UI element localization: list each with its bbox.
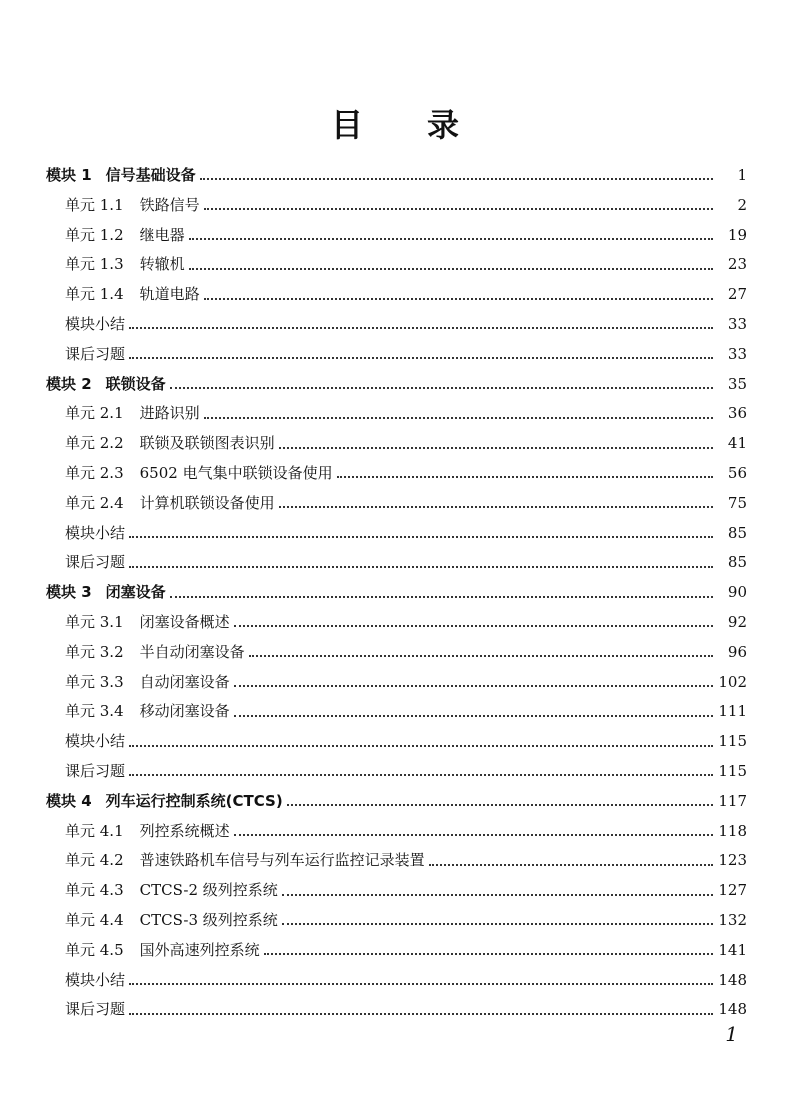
toc-unit-entry [0, 429, 790, 459]
toc-entry-page: 35 [727, 374, 747, 393]
toc-unit-entry [0, 221, 790, 251]
toc-entry-page: 148 [718, 970, 747, 989]
toc-entry-page: 36 [727, 404, 747, 423]
toc-entry-page: 141 [718, 940, 747, 959]
toc-entry-number: 单元 3.3 [65, 672, 124, 691]
toc-entry-page: 85 [727, 523, 747, 542]
dot-leader [170, 386, 713, 389]
dot-leader [204, 297, 713, 300]
toc-entry-number: 单元 4.1 [65, 821, 124, 840]
dot-leader [429, 863, 713, 866]
toc-entry-title: 联锁设备 [105, 374, 166, 393]
toc-entry-title: 轨道电路 [139, 285, 200, 304]
toc-entry-page: 33 [727, 314, 747, 333]
toc-unit-entry [0, 876, 790, 906]
toc-unit-entry [0, 459, 790, 489]
toc-entry-title: 模块小结 [65, 314, 126, 333]
dot-leader [249, 654, 713, 657]
toc-unit-entry [0, 519, 790, 549]
toc-entry-title: 转辙机 [139, 255, 185, 274]
toc-module-entry [0, 578, 790, 608]
toc-entry-number: 单元 4.2 [65, 851, 124, 870]
toc-unit-entry [0, 936, 790, 966]
dot-leader [189, 237, 713, 240]
toc-entry-title: 列控系统概述 [139, 821, 230, 840]
toc-entry-title: 进路识别 [139, 404, 200, 423]
dot-leader [129, 356, 713, 359]
toc-unit-entry [0, 191, 790, 221]
toc-entry-page: 23 [727, 255, 747, 274]
toc-unit-entry [0, 638, 790, 668]
toc-unit-entry [0, 280, 790, 310]
toc-entry-page: 90 [727, 583, 747, 602]
dot-leader [279, 505, 713, 508]
toc-entry-title: 联锁及联锁图表识别 [139, 434, 275, 453]
dot-leader [279, 446, 713, 449]
toc-entry-page: 117 [718, 791, 747, 810]
toc-entry-page: 111 [718, 702, 747, 721]
toc-entry-number: 单元 2.4 [65, 493, 124, 512]
dot-leader [129, 535, 713, 538]
toc-entry-number: 模块 2 [46, 374, 92, 393]
toc-entry-page: 19 [727, 225, 747, 244]
dot-leader [234, 624, 713, 627]
toc-unit-entry [0, 727, 790, 757]
toc-entry-page: 118 [718, 821, 747, 840]
dot-leader [204, 416, 713, 419]
toc-entry-title: 信号基础设备 [105, 166, 196, 184]
dot-leader [282, 893, 713, 896]
toc-entry-page: 1 [737, 166, 747, 184]
toc-module-entry [0, 787, 790, 817]
toc-entry-title: 6502 电气集中联锁设备使用 [139, 463, 333, 482]
toc-entry-number: 单元 1.3 [65, 255, 124, 274]
toc-entry-title: 课后习题 [65, 553, 126, 572]
toc-entry-number: 单元 1.2 [65, 225, 124, 244]
toc-entry-page: 85 [727, 553, 747, 572]
toc-entry-number: 模块 1 [46, 166, 92, 184]
toc-entry-page: 115 [718, 761, 747, 780]
toc-unit-entry [0, 489, 790, 519]
title-char-1: 目 [330, 106, 363, 144]
toc-entry-number: 模块 4 [46, 791, 92, 810]
toc-entry-page: 2 [737, 195, 747, 214]
toc-entry-number: 单元 4.4 [65, 910, 124, 929]
dot-leader [129, 1012, 713, 1015]
toc-entry-page: 56 [727, 463, 747, 482]
toc-unit-entry [0, 310, 790, 340]
toc-unit-entry [0, 995, 790, 1025]
toc-entry-title: 闭塞设备 [105, 583, 166, 602]
dot-leader [129, 773, 713, 776]
toc-entry-page: 132 [718, 910, 747, 929]
toc-unit-entry [0, 757, 790, 787]
toc-entry-page: 148 [718, 1000, 747, 1019]
toc-entry-number: 单元 2.2 [65, 434, 124, 453]
dot-leader [287, 803, 713, 806]
toc-entry-title: 半自动闭塞设备 [139, 642, 245, 661]
toc-entry-number: 模块 3 [46, 583, 92, 602]
dot-leader [234, 833, 713, 836]
dot-leader [234, 684, 713, 687]
dot-leader [129, 326, 713, 329]
toc-entry-title: CTCS-3 级列控系统 [139, 910, 278, 929]
toc-entry-title: 模块小结 [65, 732, 126, 751]
toc-entry-page: 96 [727, 642, 747, 661]
toc-entry-title: 闭塞设备概述 [139, 612, 230, 631]
toc-unit-entry [0, 608, 790, 638]
toc-entry-number: 单元 3.2 [65, 642, 124, 661]
toc-unit-entry [0, 906, 790, 936]
toc-entry-page: 75 [727, 493, 747, 512]
toc-entry-title: CTCS-2 级列控系统 [139, 881, 278, 900]
toc-entry-page: 115 [718, 732, 747, 751]
toc-entry-number: 单元 2.1 [65, 404, 124, 423]
toc-unit-entry [0, 817, 790, 847]
toc-entry-title: 移动闭塞设备 [139, 702, 230, 721]
page-number: 1 [725, 1022, 738, 1046]
toc-unit-entry [0, 697, 790, 727]
dot-leader [129, 982, 713, 985]
dot-leader [337, 475, 713, 478]
toc-entry-page: 41 [727, 434, 747, 453]
toc-entry-title: 模块小结 [65, 970, 126, 989]
toc-entry-number: 单元 4.5 [65, 940, 124, 959]
toc-entry-page: 27 [727, 285, 747, 304]
table-of-contents [0, 161, 790, 1025]
dot-leader [282, 922, 713, 925]
toc-entry-page: 33 [727, 344, 747, 363]
toc-unit-entry [0, 250, 790, 280]
toc-entry-number: 单元 3.4 [65, 702, 124, 721]
toc-entry-page: 127 [718, 881, 747, 900]
toc-entry-number: 单元 1.1 [65, 195, 124, 214]
toc-entry-title: 继电器 [139, 225, 185, 244]
toc-unit-entry [0, 399, 790, 429]
toc-entry-title: 模块小结 [65, 523, 126, 542]
toc-entry-title: 课后习题 [65, 1000, 126, 1019]
toc-entry-number: 单元 1.4 [65, 285, 124, 304]
toc-unit-entry [0, 340, 790, 370]
page-title [0, 100, 790, 146]
toc-unit-entry [0, 966, 790, 996]
dot-leader [189, 267, 713, 270]
title-char-2: 录 [427, 106, 460, 144]
dot-leader [204, 207, 713, 210]
toc-entry-page: 102 [718, 672, 747, 691]
toc-entry-title: 自动闭塞设备 [139, 672, 230, 691]
dot-leader [234, 714, 713, 717]
toc-entry-title: 计算机联锁设备使用 [139, 493, 275, 512]
toc-entry-title: 课后习题 [65, 761, 126, 780]
toc-module-entry [0, 370, 790, 400]
toc-module-entry [0, 161, 790, 191]
toc-entry-title: 国外高速列控系统 [139, 940, 260, 959]
toc-unit-entry [0, 548, 790, 578]
toc-entry-title: 铁路信号 [139, 195, 200, 214]
dot-leader [129, 565, 713, 568]
dot-leader [264, 952, 713, 955]
toc-entry-number: 单元 4.3 [65, 881, 124, 900]
toc-entry-number: 单元 2.3 [65, 463, 124, 482]
dot-leader [170, 595, 713, 598]
toc-entry-page: 123 [718, 851, 747, 870]
toc-entry-title: 普速铁路机车信号与列车运行监控记录装置 [139, 851, 425, 870]
dot-leader [200, 177, 713, 180]
toc-unit-entry [0, 846, 790, 876]
toc-entry-number: 单元 3.1 [65, 612, 124, 631]
toc-entry-title: 列车运行控制系统(CTCS) [105, 791, 283, 810]
dot-leader [129, 744, 713, 747]
toc-entry-page: 92 [727, 612, 747, 631]
toc-unit-entry [0, 668, 790, 698]
toc-entry-title: 课后习题 [65, 344, 126, 363]
